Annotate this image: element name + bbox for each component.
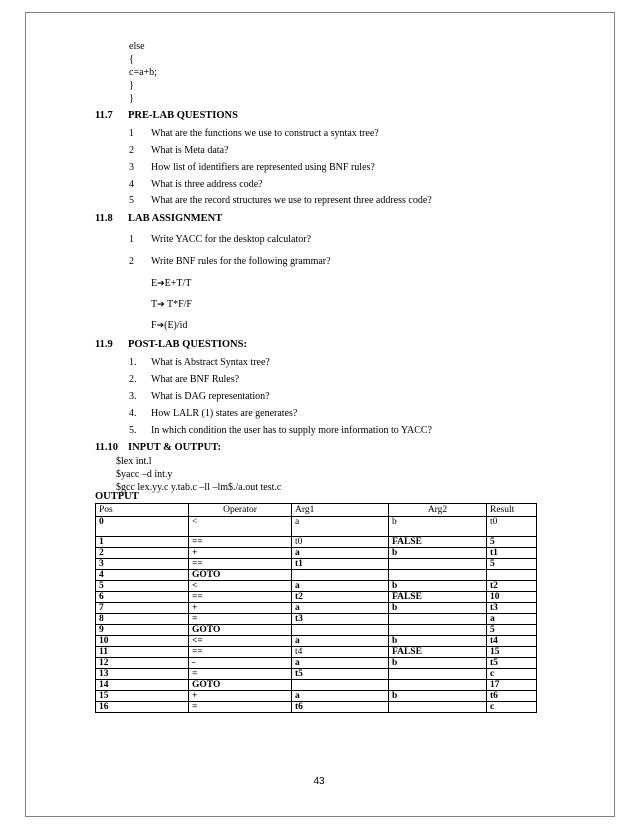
header-operator: Operator (189, 504, 292, 517)
table-row (96, 625, 537, 636)
output-table (95, 503, 537, 713)
table-cell: 11 (96, 647, 189, 658)
code-line: } (129, 80, 134, 91)
table-cell: GOTO (189, 680, 292, 691)
table-cell: = (189, 614, 292, 625)
section-heading-io: 11.10 INPUT & OUTPUT: (95, 442, 221, 453)
table-cell: b (389, 548, 487, 559)
command-line: $lex int.l (116, 456, 152, 467)
table-cell: t2 (487, 581, 537, 592)
prelab-item: 5 What are the record structures we use to represent three address code? (129, 195, 432, 206)
table-cell: t5 (487, 658, 537, 669)
table-cell: + (189, 603, 292, 614)
table-cell: 0 (96, 517, 189, 537)
table-cell: a (292, 517, 389, 537)
command-line: $yacc –d int.y (116, 469, 173, 480)
table-row (96, 702, 537, 713)
table-row (96, 548, 537, 559)
section-heading-postlab: 11.9 POST-LAB QUESTIONS: (95, 339, 247, 350)
table-cell (389, 680, 487, 691)
table-cell: == (189, 537, 292, 548)
table-header-row (96, 504, 537, 517)
lab-item: 2 Write BNF rules for the following grammar? (129, 256, 331, 267)
table-cell: b (389, 603, 487, 614)
table-cell: t1 (487, 548, 537, 559)
right-arrow-icon: ➔ (157, 300, 165, 310)
table-row (96, 581, 537, 592)
table-cell: FALSE (389, 647, 487, 658)
table-cell (389, 669, 487, 680)
table-row (96, 603, 537, 614)
table-cell: FALSE (389, 592, 487, 603)
table-cell: t0 (292, 537, 389, 548)
table-cell: t5 (292, 669, 389, 680)
table-cell: t1 (292, 559, 389, 570)
table-cell: = (189, 702, 292, 713)
table-cell: 2 (96, 548, 189, 559)
lab-item: 1 Write YACC for the desktop calculator? (129, 234, 312, 245)
output-title: OUTPUT (95, 491, 139, 502)
table-cell: t0 (487, 517, 537, 537)
table-cell: + (189, 691, 292, 702)
table-row (96, 691, 537, 702)
table-row (96, 636, 537, 647)
table-cell: FALSE (389, 537, 487, 548)
table-row (96, 570, 537, 581)
table-cell: a (292, 548, 389, 559)
header-pos: Pos (96, 504, 189, 517)
table-cell (292, 570, 389, 581)
table-row (96, 658, 537, 669)
header-result: Result (487, 504, 537, 517)
table-row (96, 537, 537, 548)
table-cell: a (292, 603, 389, 614)
table-cell: b (389, 691, 487, 702)
table-cell: = (189, 669, 292, 680)
table-row (96, 614, 537, 625)
code-snippet (129, 40, 157, 105)
table-cell: + (189, 548, 292, 559)
postlab-item: 3. What is DAG representation? (129, 391, 270, 402)
grammar-rule: F➔(E)/id (151, 320, 188, 331)
table-cell: 3 (96, 559, 189, 570)
table-cell: < (189, 517, 292, 537)
table-cell: 5 (96, 581, 189, 592)
table-row (96, 517, 537, 537)
table-cell: b (389, 636, 487, 647)
table-cell: 12 (96, 658, 189, 669)
table-cell: 16 (96, 702, 189, 713)
postlab-item: 5. In which condition the user has to supply more information to YACC? (129, 425, 432, 436)
table-cell: 1 (96, 537, 189, 548)
table-cell: 5 (487, 625, 537, 636)
table-cell (389, 702, 487, 713)
prelab-item: 2 What is Meta data? (129, 145, 229, 156)
table-cell (389, 614, 487, 625)
table-cell (389, 570, 487, 581)
table-cell: t3 (487, 603, 537, 614)
table-cell: < (189, 581, 292, 592)
table-cell (389, 559, 487, 570)
table-cell: a (292, 658, 389, 669)
table-cell: 15 (96, 691, 189, 702)
table-cell: == (189, 647, 292, 658)
table-cell: 17 (487, 680, 537, 691)
table-cell: 10 (96, 636, 189, 647)
code-line: } (129, 93, 134, 104)
table-cell (487, 570, 537, 581)
table-cell (389, 625, 487, 636)
table-cell: 9 (96, 625, 189, 636)
code-line: c=a+b; (129, 67, 157, 78)
table-cell: t6 (292, 702, 389, 713)
prelab-item: 3 How list of identifiers are represented using BNF rules? (129, 162, 375, 173)
table-cell: a (292, 581, 389, 592)
table-row (96, 680, 537, 691)
table-cell: t4 (487, 636, 537, 647)
command-list (116, 455, 281, 494)
section-heading-lab: 11.8 LAB ASSIGNMENT (95, 213, 223, 224)
postlab-item: 4. How LALR (1) states are generates? (129, 408, 298, 419)
table-cell: <= (189, 636, 292, 647)
table-cell: - (189, 658, 292, 669)
prelab-item: 4 What is three address code? (129, 179, 263, 190)
table-cell: t4 (292, 647, 389, 658)
postlab-item: 1. What is Abstract Syntax tree? (129, 357, 270, 368)
table-cell: a (292, 636, 389, 647)
table-cell: t2 (292, 592, 389, 603)
table-cell: == (189, 592, 292, 603)
table-cell (292, 680, 389, 691)
table-cell: 15 (487, 647, 537, 658)
table-row (96, 559, 537, 570)
table-row (96, 592, 537, 603)
table-cell: GOTO (189, 625, 292, 636)
prelab-item: 1 What are the functions we use to construct a syntax tree? (129, 128, 379, 139)
table-cell: c (487, 702, 537, 713)
table-cell: GOTO (189, 570, 292, 581)
table-cell: b (389, 658, 487, 669)
header-arg1: Arg1 (292, 504, 389, 517)
command-line: $gcc lex.yy.c y.tab.c –ll –lm$./a.out test.c (116, 482, 282, 493)
table-cell: 6 (96, 592, 189, 603)
postlab-item: 2. What are BNF Rules? (129, 374, 240, 385)
table-cell: t3 (292, 614, 389, 625)
grammar-rule: E➔E+T/T (151, 278, 192, 289)
table-cell: 8 (96, 614, 189, 625)
section-heading-prelab: 11.7 PRE-LAB QUESTIONS (95, 110, 238, 121)
code-line: { (129, 54, 134, 65)
table-cell: 5 (487, 559, 537, 570)
table-cell (292, 625, 389, 636)
code-line: else (129, 41, 145, 52)
page-number: 43 (313, 776, 325, 787)
table-cell: a (487, 614, 537, 625)
table-cell: b (389, 581, 487, 592)
table-row (96, 647, 537, 658)
table-cell: 14 (96, 680, 189, 691)
grammar-rule: T➔ T*F/F (151, 299, 192, 310)
table-cell: 10 (487, 592, 537, 603)
table-cell: 4 (96, 570, 189, 581)
table-row (96, 669, 537, 680)
table-cell: t6 (487, 691, 537, 702)
table-cell: 5 (487, 537, 537, 548)
right-arrow-icon: ➔ (156, 321, 165, 331)
header-arg2: Arg2 (389, 504, 487, 517)
table-cell: == (189, 559, 292, 570)
table-cell: 7 (96, 603, 189, 614)
table-cell: c (487, 669, 537, 680)
right-arrow-icon: ➔ (157, 279, 165, 289)
table-cell: b (389, 517, 487, 537)
table-cell: a (292, 691, 389, 702)
table-cell: 13 (96, 669, 189, 680)
